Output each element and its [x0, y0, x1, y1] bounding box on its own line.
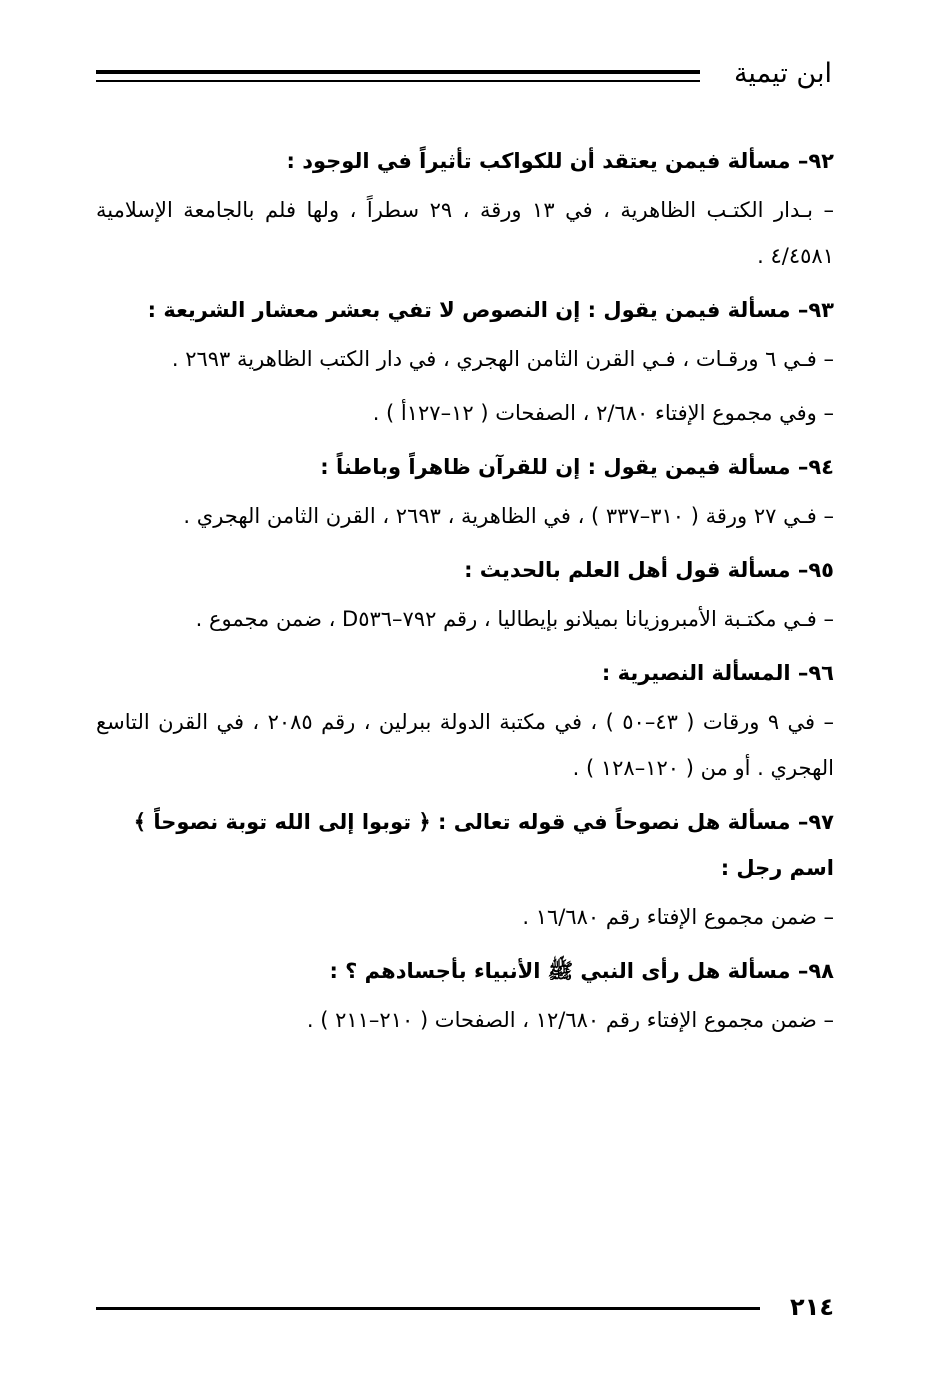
page-number: ٢١٤	[790, 1293, 834, 1321]
entry-note: – فـي ٢٧ ورقة ( ٣١٠–٣٣٧ ) ، في الظاهرية ، ٢٦٩٣ ، القرن الثامن الهجري .	[183, 504, 834, 528]
entry-title: ٩٦– المسألة النصيرية :	[601, 661, 834, 685]
entry-title: ٩٥– مسألة قول أهل العلم بالحديث :	[464, 558, 834, 582]
page-body	[96, 138, 834, 1051]
footer-rule	[96, 1307, 760, 1310]
entry-title: ٩٨– مسألة هل رأى النبي ﷺ الأنبياء بأجسادهم ؟ :	[329, 959, 834, 983]
entry-note: – في ٩ ورقات ( ٤٣–٥٠ ) ، في مكتبة الدولة ببرلين ، رقم ٢٠٨٥ ، في القرن التاسع الهجري . أو من ( ١٢٠–١٢٨ ) .	[96, 710, 834, 780]
entry-title: ٩٧– مسألة هل نصوحاً في قوله تعالى : ﴿ توبوا إلى الله توبة نصوحاً ﴾ اسم رجل :	[133, 810, 834, 880]
entry-92	[96, 138, 834, 279]
entry-93	[96, 287, 834, 436]
entry-note: – بـدار الكتـب الظاهرية ، في ١٣ ورقة ، ٢٩ سطراً ، ولها فلم بالجامعة الإسلامية ٤/٤٥٨١ .	[96, 198, 834, 268]
entry-title: ٩٤– مسألة فيمن يقول : إن للقرآن ظاهراً وباطناً :	[320, 455, 834, 479]
entry-note: – وفي مجموع الإفتاء ٢/٦٨٠ ، الصفحات ( ١٢–١٢٧أ ) .	[372, 401, 834, 425]
entry-note: – فـي ٦ ورقـات ، فـي القرن الثامن الهجري ، في دار الكتب الظاهرية ٢٦٩٣ .	[171, 347, 834, 371]
entry-note: – ضمن مجموع الإفتاء رقم ١٦/٦٨٠ .	[522, 905, 834, 929]
entry-note: – ضمن مجموع الإفتاء رقم ١٢/٦٨٠ ، الصفحات ( ٢١٠–٢١١ ) .	[306, 1008, 834, 1032]
header-rule-thin	[96, 80, 700, 82]
header-title: ابن تيمية	[733, 58, 832, 89]
entry-note: – فـي مكتـبة الأمبروزيانا بميلانو بإيطاليا ، رقم ٧٩٢–D٥٣٦ ، ضمن مجموع .	[195, 607, 834, 631]
entry-94	[96, 444, 834, 539]
entry-95	[96, 547, 834, 642]
entry-96	[96, 650, 834, 791]
entry-title: ٩٣– مسألة فيمن يقول : إن النصوص لا تفي بعشر معشار الشريعة :	[147, 298, 834, 322]
entry-98	[96, 948, 834, 1043]
entry-title: ٩٢– مسألة فيمن يعتقد أن للكواكب تأثيراً في الوجود :	[286, 149, 834, 173]
header-rule-thick	[96, 70, 700, 74]
entry-97	[96, 799, 834, 940]
